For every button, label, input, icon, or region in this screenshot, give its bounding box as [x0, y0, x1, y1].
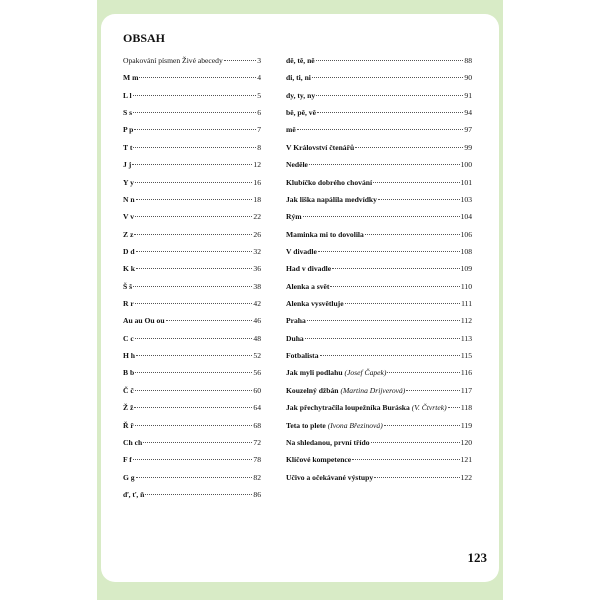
toc-entry-label: ď, ť, ň — [123, 489, 145, 499]
dot-leader — [320, 355, 460, 356]
dot-leader — [297, 129, 464, 130]
toc-entry — [286, 125, 472, 142]
toc-entry-page: 26 — [253, 229, 261, 239]
toc-entry-label: V v — [123, 212, 135, 222]
toc-entry — [123, 178, 261, 195]
dot-leader — [317, 112, 463, 113]
toc-entry-label: V Království čtenářů — [286, 142, 355, 152]
toc-entry — [286, 455, 472, 472]
toc-entry-page: 103 — [460, 194, 472, 204]
toc-entry — [286, 299, 472, 316]
dot-leader — [135, 216, 252, 217]
toc-entry-label: di, ti, ni — [286, 73, 311, 83]
toc-entry — [286, 247, 472, 264]
dot-leader — [224, 60, 256, 61]
toc-entry-page: 6 — [257, 108, 261, 118]
toc-entry-page: 68 — [253, 420, 261, 430]
toc-entry-label: Praha — [286, 316, 306, 326]
toc-entry-label: F f — [123, 455, 132, 465]
toc-entry-page: 12 — [253, 160, 261, 170]
toc-entry — [123, 160, 261, 177]
toc-entry-label: Duha — [286, 333, 304, 343]
toc-entry — [286, 368, 472, 385]
toc-entry-page: 60 — [253, 385, 261, 395]
dot-leader — [133, 147, 256, 148]
toc-entry-page: 104 — [460, 212, 472, 222]
toc-entry-page: 112 — [460, 316, 472, 326]
toc-entry-page: 101 — [460, 177, 472, 187]
toc-entry-label: Teta to plete (Ivona Březinová) — [286, 420, 383, 430]
toc-entry-page: 88 — [464, 56, 472, 65]
toc-entry — [123, 143, 261, 160]
toc-entry — [123, 473, 261, 490]
dot-leader — [135, 303, 253, 304]
toc-entry-page: 108 — [460, 246, 472, 256]
toc-entry-label: mě — [286, 125, 296, 135]
toc-entry — [123, 108, 261, 125]
toc-entry — [286, 386, 472, 403]
toc-entry-label: Opakování písmen Živé abecedy — [123, 56, 223, 65]
toc-entry-page: 16 — [253, 177, 261, 187]
toc-entry-label: S s — [123, 108, 133, 118]
toc-entry-label: Na shledanou, první třído — [286, 437, 370, 447]
toc-entry — [123, 403, 261, 420]
toc-entry-label: C c — [123, 333, 134, 343]
toc-entry — [286, 143, 472, 160]
toc-entry — [123, 351, 261, 368]
toc-entry-page: 109 — [460, 264, 472, 274]
toc-entry — [286, 351, 472, 368]
toc-entry-label: M m — [123, 73, 139, 83]
toc-entry — [123, 316, 261, 333]
toc-entry-label: Maminka mi to dovolila — [286, 229, 364, 239]
dot-leader — [139, 77, 256, 78]
toc-entry-page: 99 — [464, 142, 472, 152]
toc-entry — [123, 490, 261, 507]
toc-left-column — [123, 56, 261, 507]
dot-leader — [316, 60, 464, 61]
toc-entry — [286, 56, 472, 73]
dot-leader — [309, 164, 460, 165]
toc-entry-label: Rým — [286, 212, 302, 222]
dot-leader — [136, 251, 253, 252]
toc-entry-page: 117 — [460, 385, 472, 395]
toc-entry-label: Fotbalista — [286, 351, 319, 361]
dot-leader — [135, 182, 253, 183]
toc-entry — [286, 108, 472, 125]
toc-entry-page: 110 — [460, 281, 472, 291]
toc-entry-page: 106 — [460, 229, 472, 239]
toc-entry-label: Č č — [123, 385, 134, 395]
dot-leader — [345, 303, 461, 304]
dot-leader — [316, 95, 463, 96]
dot-leader — [406, 390, 460, 391]
toc-entry-author: (Martina Drijverová) — [340, 385, 406, 395]
toc-entry-page: 22 — [253, 212, 261, 222]
dot-leader — [134, 129, 256, 130]
toc-entry-label: Alenka vysvětluje — [286, 299, 344, 309]
toc-entry-label: T t — [123, 142, 133, 152]
toc-entry — [123, 230, 261, 247]
dot-leader — [330, 286, 459, 287]
toc-entry-page: 56 — [253, 368, 261, 378]
dot-leader — [135, 338, 253, 339]
dot-leader — [355, 147, 463, 148]
toc-entry-label: V divadle — [286, 246, 317, 256]
dot-leader — [305, 338, 460, 339]
page-sheet — [101, 14, 499, 582]
toc-entry — [123, 247, 261, 264]
toc-entry — [286, 160, 472, 177]
dot-leader — [133, 286, 252, 287]
toc-entry-page: 121 — [460, 455, 472, 465]
toc-entry-page: 94 — [464, 108, 472, 118]
toc-entry — [286, 212, 472, 229]
toc-entry — [286, 73, 472, 90]
toc-entry-label: P p — [123, 125, 134, 135]
toc-entry-label: Ch ch — [123, 437, 143, 447]
toc-entry — [123, 56, 261, 73]
dot-leader — [307, 320, 460, 321]
toc-entry-page: 118 — [460, 403, 472, 413]
toc-entry — [286, 230, 472, 247]
toc-entry-label: Had v divadle — [286, 264, 332, 274]
toc-entry-page: 8 — [257, 142, 261, 152]
toc-entry — [123, 264, 261, 281]
toc-entry — [123, 212, 261, 229]
dot-leader — [136, 355, 252, 356]
toc-entry-label: Ž ž — [123, 403, 134, 413]
toc-entry-page: 113 — [460, 333, 472, 343]
dot-leader — [135, 425, 253, 426]
toc-entry-page: 3 — [257, 56, 261, 65]
toc-entry-label: Klubíčko dobrého chování — [286, 177, 373, 187]
toc-entry — [123, 334, 261, 351]
toc-entry-label: Y y — [123, 177, 134, 187]
toc-entry-label: Neděle — [286, 160, 308, 170]
toc-entry-page: 122 — [460, 472, 472, 482]
toc-entry-page: 115 — [460, 351, 472, 361]
toc-entry-page: 64 — [253, 403, 261, 413]
toc-entry-page: 18 — [253, 194, 261, 204]
dot-leader — [135, 390, 253, 391]
toc-entry-page: 4 — [257, 73, 261, 83]
toc-entry — [286, 438, 472, 455]
toc-entry-page: 38 — [253, 281, 261, 291]
toc-entry-label: N n — [123, 194, 135, 204]
toc-entry-label: B b — [123, 368, 135, 378]
toc-entry-author: (Josef Čapek) — [344, 368, 387, 378]
toc-entry-page: 42 — [253, 299, 261, 309]
toc-entry — [286, 264, 472, 281]
dot-leader — [136, 268, 252, 269]
toc-entry-label: Ř ř — [123, 420, 134, 430]
dot-leader — [134, 407, 252, 408]
toc-entry — [123, 386, 261, 403]
toc-entry-page: 48 — [253, 333, 261, 343]
toc-entry-author: (V. Čtvrtek) — [411, 403, 447, 413]
dot-leader — [133, 459, 253, 460]
toc-entry-label: Š š — [123, 281, 133, 291]
toc-entry — [286, 282, 472, 299]
toc-entry-label: Klíčové kompetence — [286, 455, 352, 465]
toc-entry-label: Jak myli podlahu (Josef Čapek) — [286, 368, 387, 378]
dot-leader — [371, 442, 460, 443]
dot-leader — [133, 95, 257, 96]
toc-entry-label: D d — [123, 246, 135, 256]
toc-entry-label: L l — [123, 90, 132, 100]
dot-leader — [374, 477, 459, 478]
toc-entry-label: R r — [123, 299, 134, 309]
dot-leader — [303, 216, 460, 217]
dot-leader — [136, 199, 253, 200]
toc-entry-label: Jak přechytračila loupežníka Buráska (V. Čtvrtek) — [286, 403, 447, 413]
dot-leader — [332, 268, 459, 269]
toc-entry-page: 32 — [253, 246, 261, 256]
toc-entry-label: K k — [123, 264, 136, 274]
toc-entry-page: 97 — [464, 125, 472, 135]
dot-leader — [378, 199, 460, 200]
toc-entry — [286, 195, 472, 212]
dot-leader — [365, 234, 460, 235]
toc-entry — [286, 91, 472, 108]
toc-entry — [123, 455, 261, 472]
toc-entry — [286, 403, 472, 420]
toc-entry-label: Au au Ou ou — [123, 316, 165, 326]
toc-entry-label: dy, ty, ny — [286, 90, 316, 100]
toc-entry-page: 90 — [464, 73, 472, 83]
toc-entry-label: bě, pě, vě — [286, 108, 316, 118]
toc-entry-label: Z z — [123, 229, 134, 239]
toc-entry — [286, 316, 472, 333]
dot-leader — [136, 477, 253, 478]
dot-leader — [134, 234, 252, 235]
toc-entry — [286, 178, 472, 195]
toc-entry-page: 86 — [253, 489, 261, 499]
toc-entry — [286, 421, 472, 438]
dot-leader — [132, 164, 252, 165]
toc-right-column — [286, 56, 472, 490]
dot-leader — [448, 407, 460, 408]
toc-title: OBSAH — [123, 31, 166, 45]
toc-entry-page: 7 — [257, 125, 261, 135]
toc-entry-page: 46 — [253, 316, 261, 326]
toc-entry-page: 116 — [460, 368, 472, 378]
dot-leader — [135, 372, 252, 373]
toc-entry-page: 111 — [461, 299, 472, 309]
toc-entry-label: G g — [123, 472, 135, 482]
dot-leader — [318, 251, 460, 252]
dot-leader — [384, 425, 460, 426]
dot-leader — [133, 112, 256, 113]
toc-entry — [123, 299, 261, 316]
toc-entry-label: Učivo a očekávané výstupy — [286, 472, 374, 482]
toc-entry-label: Alenka a svět — [286, 281, 330, 291]
toc-entry — [123, 282, 261, 299]
page-number: 123 — [467, 550, 487, 565]
toc-entry-page: 120 — [460, 437, 472, 447]
toc-entry-page: 78 — [253, 455, 261, 465]
toc-entry — [286, 334, 472, 351]
toc-entry — [286, 473, 472, 490]
toc-entry-author: (Ivona Březinová) — [327, 420, 383, 430]
toc-entry — [123, 368, 261, 385]
toc-entry-label: Kouzelný džbán (Martina Drijverová) — [286, 385, 406, 395]
toc-entry-page: 52 — [253, 351, 261, 361]
toc-entry — [123, 125, 261, 142]
dot-leader — [352, 459, 459, 460]
toc-entry — [123, 438, 261, 455]
dot-leader — [312, 77, 464, 78]
toc-entry-page: 100 — [460, 160, 472, 170]
dot-leader — [166, 320, 253, 321]
toc-entry-label: J j — [123, 160, 132, 170]
toc-entry-page: 5 — [257, 90, 261, 100]
toc-entry — [123, 421, 261, 438]
dot-leader — [143, 442, 252, 443]
toc-entry-page: 36 — [253, 264, 261, 274]
toc-entry — [123, 195, 261, 212]
dot-leader — [145, 494, 252, 495]
toc-entry-page: 82 — [253, 472, 261, 482]
toc-entry — [123, 73, 261, 90]
toc-entry-label: dě, tě, ně — [286, 56, 315, 65]
toc-entry-page: 72 — [253, 437, 261, 447]
toc-entry-page: 91 — [464, 90, 472, 100]
toc-entry-label: Jak liška napálila medvídky — [286, 194, 377, 204]
toc-entry-page: 119 — [460, 420, 472, 430]
dot-leader — [373, 182, 460, 183]
toc-entry-label: H h — [123, 351, 136, 361]
dot-leader — [387, 372, 459, 373]
toc-entry — [123, 91, 261, 108]
